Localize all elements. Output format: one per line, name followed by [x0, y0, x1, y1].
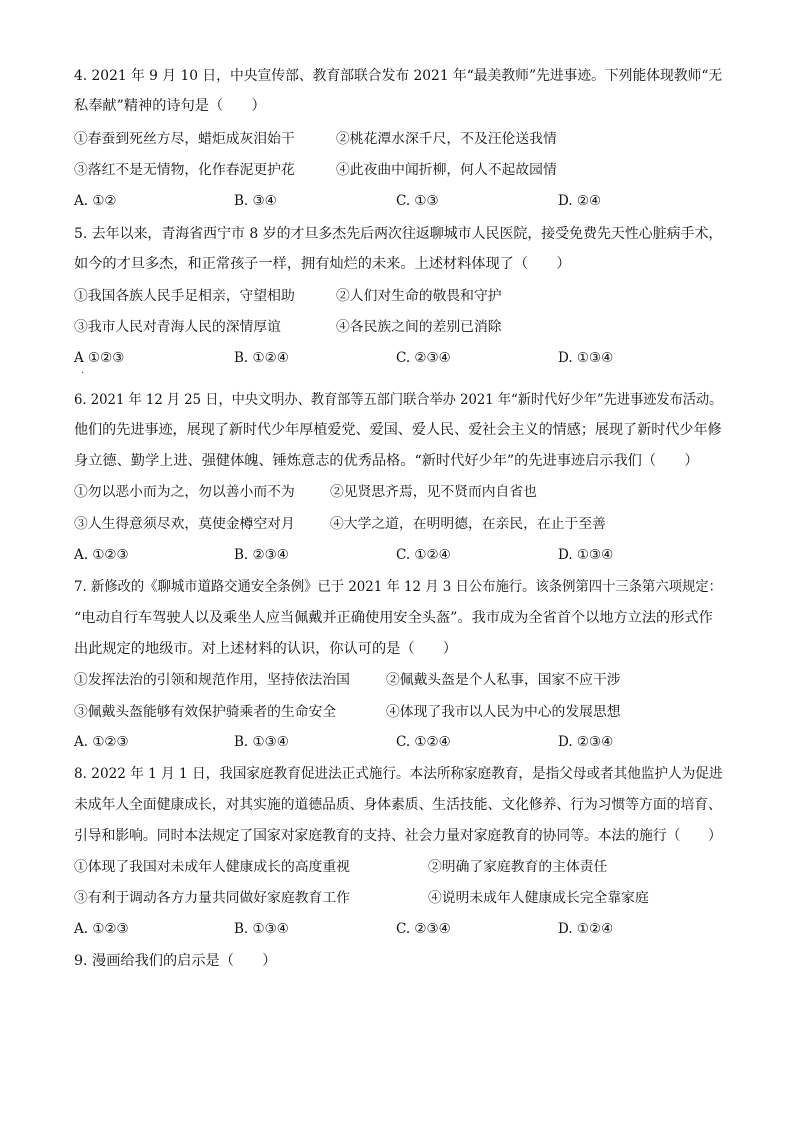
question-6-statement-3: ③人生得意须尽欢，莫使金樽空对月: [74, 516, 295, 532]
question-4-stem-line-2: 私奉献”精神的诗句是（ ）: [74, 98, 266, 114]
question-5-stem-line-1: 5. 去年以来，青海省西宁市 8 岁的才旦多杰先后两次往返聊城市人民医院，接受免费先天性心脏病手术，: [74, 226, 723, 242]
question-6-stem-line-2: 他们的先进事迹，展现了新时代少年厚植爱党、爱国、爱人民、爱社会主义的情感；展现了新时代少年修: [74, 422, 722, 438]
question-7-choice-a[interactable]: A. ①②③: [74, 734, 129, 750]
question-8-statement-2: ②明确了家庭教育的主体责任: [428, 859, 608, 875]
question-7-stem-line-2: “电动自行车驾驶人以及乘坐人应当佩戴并正确使用安全头盔”。我市成为全省首个以地方立法的形式作: [74, 610, 713, 626]
question-6-choice-d[interactable]: D. ①③④: [558, 547, 614, 563]
question-4-stem-line-1: 4. 2021 年 9 月 10 日，中央宣传部、教育部联合发布 2021 年“最美教师”先进事迹。下列能体现教师“无: [74, 68, 723, 84]
question-5-statement-3: ③我市人民对青海人民的深情厚谊: [74, 319, 281, 335]
question-4-choice-c[interactable]: C. ①③: [396, 193, 439, 209]
question-4-statement-2: ②桃花潭水深千尺，不及汪伦送我情: [336, 131, 557, 147]
question-8-statement-3: ③有利于调动各方力量共同做好家庭教育工作: [74, 890, 350, 906]
question-7-statement-2: ②佩戴头盔是个人私事，国家不应干涉: [386, 672, 621, 688]
question-7-statement-3: ③佩戴头盔能够有效保护骑乘者的生命安全: [74, 704, 337, 720]
question-7-statement-1: ①发挥法治的引领和规范作用，坚持依法治国: [74, 672, 350, 688]
question-7-stem-line-3: 出此规定的地级市。对上述材料的认识，你认可的是（ ）: [74, 641, 458, 657]
question-7-stem-line-1: 7. 新修改的《聊城市道路交通安全条例》已于 2021 年 12 月 3 日公布施行。该条例第四十三条第六项规定：: [74, 579, 722, 595]
question-9-stem-line-1: 9. 漫画给我们的启示是（ ）: [74, 953, 277, 969]
question-5-choice-d[interactable]: D. ①③④: [558, 350, 614, 366]
question-5-statement-1: ①我国各族人民手足相亲，守望相助: [74, 288, 295, 304]
question-8-choice-c[interactable]: C. ②③④: [396, 921, 451, 937]
question-5-statement-4: ④各民族之间的差别已消除: [336, 319, 502, 335]
question-5-statement-2: ②人们对生命的敬畏和守护: [336, 288, 502, 304]
question-5-choice-b[interactable]: B. ①②④: [234, 350, 289, 366]
question-4-choice-a[interactable]: A. ①②: [74, 193, 117, 209]
question-5-stem-line-2: 如今的才旦多杰，和正常孩子一样，拥有灿烂的未来。上述材料体现了（ ）: [74, 256, 571, 272]
question-6-choice-a[interactable]: A. ①②③: [74, 547, 129, 563]
question-4-choice-d[interactable]: D. ②④: [558, 193, 602, 209]
question-7-choice-c[interactable]: C. ①②④: [396, 734, 451, 750]
question-8-choice-d[interactable]: D. ①②④: [558, 921, 614, 937]
question-6-statement-1: ①勿以恶小而为之，勿以善小而不为: [74, 484, 295, 500]
question-6-stem-line-3: 身立德、勤学上进、强健体魄、锤炼意志的优秀品格。“新时代好少年”的先进事迹启示我们（ ）: [74, 453, 699, 469]
question-7-statement-4: ④体现了我市以人民为中心的发展思想: [386, 704, 621, 720]
question-6-statement-2: ②见贤思齐焉，见不贤而内自省也: [330, 484, 537, 500]
question-5-choice-c[interactable]: C. ②③④: [396, 350, 451, 366]
question-4-statement-4: ④此夜曲中闻折柳，何人不起故园情: [336, 162, 557, 178]
question-8-stem-line-3: 引导和影响。同时本法规定了国家对家庭教育的支持、社会力量对家庭教育的协同等。本法的施行（ ）: [74, 828, 722, 844]
question-4-statement-3: ③落红不是无情物，化作春泥更护花: [74, 162, 295, 178]
question-7-choice-d[interactable]: D. ②③④: [558, 734, 614, 750]
question-8-choice-a[interactable]: A. ①②③: [74, 921, 129, 937]
question-5-choice-a[interactable]: A ①②③: [74, 350, 125, 366]
question-8-stem-line-1: 8. 2022 年 1 月 1 日，我国家庭教育促进法正式施行。本法所称家庭教育，是指父母或者其他监护人为促进: [74, 766, 723, 782]
question-8-choice-b[interactable]: B. ①③④: [234, 921, 289, 937]
question-6-choice-b[interactable]: B. ②③④: [234, 547, 289, 563]
question-6-choice-c[interactable]: C. ①②④: [396, 547, 451, 563]
question-6-stem-line-1: 6. 2021 年 12 月 25 日，中央文明办、教育部等五部门联合举办 2021 年“新时代好少年”先进事迹发布活动。: [74, 392, 723, 408]
question-8-stem-line-2: 未成年人全面健康成长，对其实施的道德品质、身体素质、生活技能、文化修养、行为习惯等方面的培育、: [74, 797, 722, 813]
question-6-statement-4: ④大学之道，在明明德，在亲民，在止于至善: [330, 516, 606, 532]
question-7-choice-b[interactable]: B. ①③④: [234, 734, 289, 750]
question-8-statement-4: ④说明未成年人健康成长完全靠家庭: [428, 890, 649, 906]
question-4-choice-b[interactable]: B. ③④: [234, 193, 277, 209]
question-8-statement-1: ①体现了我国对未成年人健康成长的高度重视: [74, 859, 350, 875]
question-4-statement-1: ①春蚕到死丝方尽，蜡炬成灰泪始干: [74, 131, 295, 147]
stray-mark: ·: [81, 368, 85, 379]
